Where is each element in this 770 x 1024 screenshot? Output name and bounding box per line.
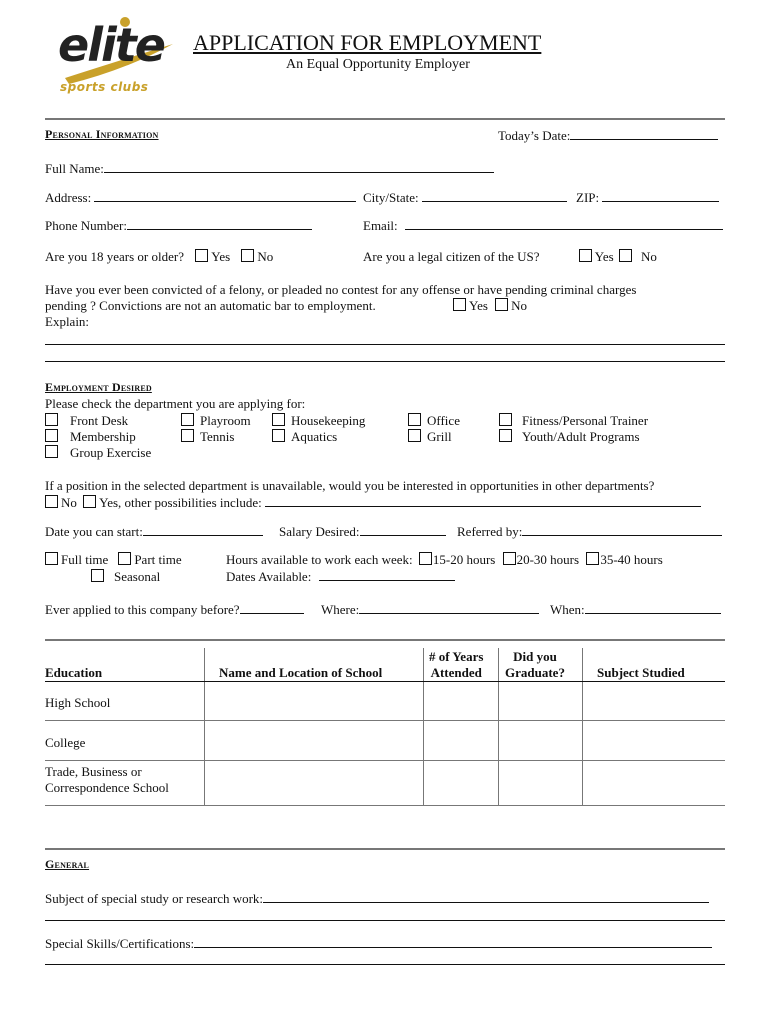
part-time-checkbox[interactable]: [118, 552, 131, 565]
other-departments-options: [45, 494, 701, 511]
logo-subtitle: sports clubs: [60, 80, 149, 94]
salary-field[interactable]: [279, 523, 446, 540]
dept-fitness-label: Fitness/Personal Trainer: [522, 413, 649, 428]
other-possibilities-line[interactable]: [265, 494, 701, 507]
dept-front-desk-checkbox[interactable]: [45, 413, 58, 426]
section-divider: [45, 118, 725, 120]
dept-group-exercise-checkbox[interactable]: [45, 445, 58, 458]
table-row: High School: [45, 695, 111, 710]
section-heading-personal: Personal Information: [45, 127, 159, 141]
citizen-yes-checkbox[interactable]: [579, 249, 592, 262]
dept-option[interactable]: [45, 445, 151, 461]
citizen-question: [363, 249, 657, 265]
age-yes-checkbox[interactable]: [195, 249, 208, 262]
skills-field[interactable]: [45, 935, 712, 952]
hours-20-30-label: 20-30 hours: [516, 552, 580, 567]
other-yes-label: Yes, other possibilities include:: [99, 495, 262, 510]
department-instruction: Please check the department you are applying for:: [45, 396, 306, 411]
applied-before-field[interactable]: [45, 601, 304, 618]
phone-label: Phone Number:: [45, 218, 127, 233]
full-time-label: Full time: [61, 552, 109, 567]
dept-youth-label: Youth/Adult Programs: [522, 429, 640, 444]
dept-aquatics-checkbox[interactable]: [272, 429, 285, 442]
table-row: [45, 764, 169, 796]
dept-grill-label: Grill: [427, 429, 452, 444]
full-name-field[interactable]: [45, 160, 494, 177]
dept-option[interactable]: [408, 413, 460, 429]
skills-line-2[interactable]: [45, 964, 725, 965]
explain-line-2[interactable]: [45, 361, 725, 362]
special-study-field[interactable]: [45, 890, 709, 907]
page-title: APPLICATION FOR EMPLOYMENT: [193, 30, 542, 55]
graduated-header-line2: Graduate?: [505, 665, 565, 680]
years-header-line2: Attended: [430, 665, 482, 680]
dept-tennis-label: Tennis: [200, 429, 235, 444]
start-date-label: Date you can start:: [45, 524, 143, 539]
start-date-field[interactable]: [45, 523, 263, 540]
hours-available: [226, 551, 663, 585]
dept-housekeeping-label: Housekeeping: [291, 413, 366, 428]
dept-membership-label: Membership: [70, 429, 136, 444]
todays-date-field[interactable]: [498, 127, 718, 144]
other-yes-checkbox[interactable]: [83, 495, 96, 508]
felony-no-label: No: [511, 298, 528, 313]
other-no-label: No: [61, 495, 77, 510]
dept-aquatics-label: Aquatics: [291, 429, 338, 444]
years-header-line1: # of Years: [429, 649, 484, 664]
dept-youth-checkbox[interactable]: [499, 429, 512, 442]
dates-available-field[interactable]: [226, 568, 663, 585]
felony-options: [453, 298, 527, 314]
hours-15-20-label: 15-20 hours: [432, 552, 496, 567]
part-time-label: Part time: [134, 552, 182, 567]
when-field[interactable]: [550, 601, 721, 618]
hours-15-20-checkbox[interactable]: [419, 552, 432, 565]
trade-row-line1: Trade, Business or: [45, 764, 142, 779]
felony-yes-checkbox[interactable]: [453, 298, 466, 311]
email-label: Email:: [363, 218, 398, 233]
other-departments-question: If a position in the selected department is unavailable, would you be interested in opportunities in other departments?: [45, 478, 655, 493]
dept-membership-checkbox[interactable]: [45, 429, 58, 442]
age-no-checkbox[interactable]: [241, 249, 254, 262]
felony-yes-label: Yes: [469, 298, 488, 313]
felony-question-line1: Have you ever been convicted of a felony, or pleaded no contest for any offense or have pending criminal charges: [45, 282, 637, 297]
dept-option[interactable]: [408, 429, 460, 445]
citizen-no-label: No: [640, 249, 657, 264]
department-col-2: [181, 413, 251, 445]
full-time-checkbox[interactable]: [45, 552, 58, 565]
years-header: [429, 649, 483, 681]
applied-before-label: Ever applied to this company before?: [45, 602, 240, 617]
table-row: College: [45, 735, 86, 750]
hours-35-40-label: 35-40 hours: [600, 552, 663, 567]
felony-question-line2: pending ? Convictions are not an automatic bar to employment.: [45, 298, 376, 313]
email-field[interactable]: [363, 217, 723, 234]
hours-question-label: Hours available to work each week:: [226, 552, 413, 567]
section-heading-employment: Employment Desired: [45, 380, 152, 394]
dept-housekeeping-checkbox[interactable]: [272, 413, 285, 426]
seasonal-checkbox[interactable]: [91, 569, 104, 582]
subject-header: Subject Studied: [597, 665, 685, 680]
dept-playroom-checkbox[interactable]: [181, 413, 194, 426]
address-field[interactable]: [45, 189, 356, 206]
dept-option[interactable]: [181, 429, 251, 445]
referred-field[interactable]: [457, 523, 722, 540]
hours-20-30-checkbox[interactable]: [503, 552, 516, 565]
department-col-5: [499, 413, 648, 445]
dept-option[interactable]: [181, 413, 251, 429]
when-label: When:: [550, 602, 585, 617]
department-col-1: [45, 413, 151, 461]
hours-35-40-checkbox[interactable]: [586, 552, 599, 565]
city-state-label: City/State:: [363, 190, 419, 205]
skills-label: Special Skills/Certifications:: [45, 936, 195, 951]
age-question: [45, 249, 273, 265]
referred-label: Referred by:: [457, 524, 523, 539]
address-label: Address:: [45, 190, 92, 205]
dept-office-label: Office: [427, 413, 460, 428]
dept-group-exercise-label: Group Exercise: [70, 445, 152, 460]
citizen-yes-label: Yes: [594, 249, 614, 264]
graduated-header-line1: Did you: [513, 649, 557, 664]
full-name-label: Full Name:: [45, 161, 104, 176]
employment-type: [45, 551, 182, 585]
dept-option[interactable]: [499, 429, 648, 445]
dept-option[interactable]: [272, 413, 365, 429]
explain-label: Explain:: [45, 314, 90, 329]
salary-label: Salary Desired:: [279, 524, 360, 539]
dept-grill-checkbox[interactable]: [408, 429, 421, 442]
section-divider: [45, 639, 725, 641]
age-yes-label: Yes: [211, 249, 231, 264]
zip-label: ZIP:: [576, 190, 600, 205]
school-header: Name and Location of School: [219, 665, 383, 680]
dept-option[interactable]: [45, 413, 151, 429]
dept-option[interactable]: [272, 429, 365, 445]
dept-fitness-checkbox[interactable]: [499, 413, 512, 426]
logo-wordmark: elite: [58, 18, 164, 72]
felony-no-checkbox[interactable]: [495, 298, 508, 311]
todays-date-label: Today’s Date:: [498, 128, 571, 143]
seasonal-label: Seasonal: [114, 569, 161, 584]
graduated-header: [505, 649, 565, 681]
city-state-field[interactable]: [363, 189, 567, 206]
age-no-label: No: [257, 249, 274, 264]
where-field[interactable]: [321, 601, 539, 618]
other-no-checkbox[interactable]: [45, 495, 58, 508]
trade-row-line2: Correspondence School: [45, 780, 169, 795]
section-divider: [45, 848, 725, 850]
dept-front-desk-label: Front Desk: [70, 413, 129, 428]
dept-option[interactable]: [499, 413, 648, 429]
department-col-3: [272, 413, 365, 445]
dept-office-checkbox[interactable]: [408, 413, 421, 426]
page-subtitle: An Equal Opportunity Employer: [286, 57, 470, 72]
dept-option[interactable]: [45, 429, 151, 445]
dept-playroom-label: Playroom: [200, 413, 251, 428]
where-label: Where:: [321, 602, 360, 617]
explain-line-1[interactable]: [45, 344, 725, 345]
citizen-question-label: Are you a legal citizen of the US?: [363, 249, 540, 264]
citizen-no-checkbox[interactable]: [619, 249, 632, 262]
dates-available-label: Dates Available:: [226, 569, 312, 584]
education-header: Education: [45, 665, 103, 680]
section-heading-general: General: [45, 857, 90, 871]
special-study-label: Subject of special study or research work:: [45, 891, 264, 906]
department-col-4: [408, 413, 460, 445]
phone-field[interactable]: [45, 217, 312, 234]
special-study-line-2[interactable]: [45, 920, 725, 921]
age-question-label: Are you 18 years or older?: [45, 249, 184, 264]
zip-field[interactable]: [576, 189, 719, 206]
dept-tennis-checkbox[interactable]: [181, 429, 194, 442]
